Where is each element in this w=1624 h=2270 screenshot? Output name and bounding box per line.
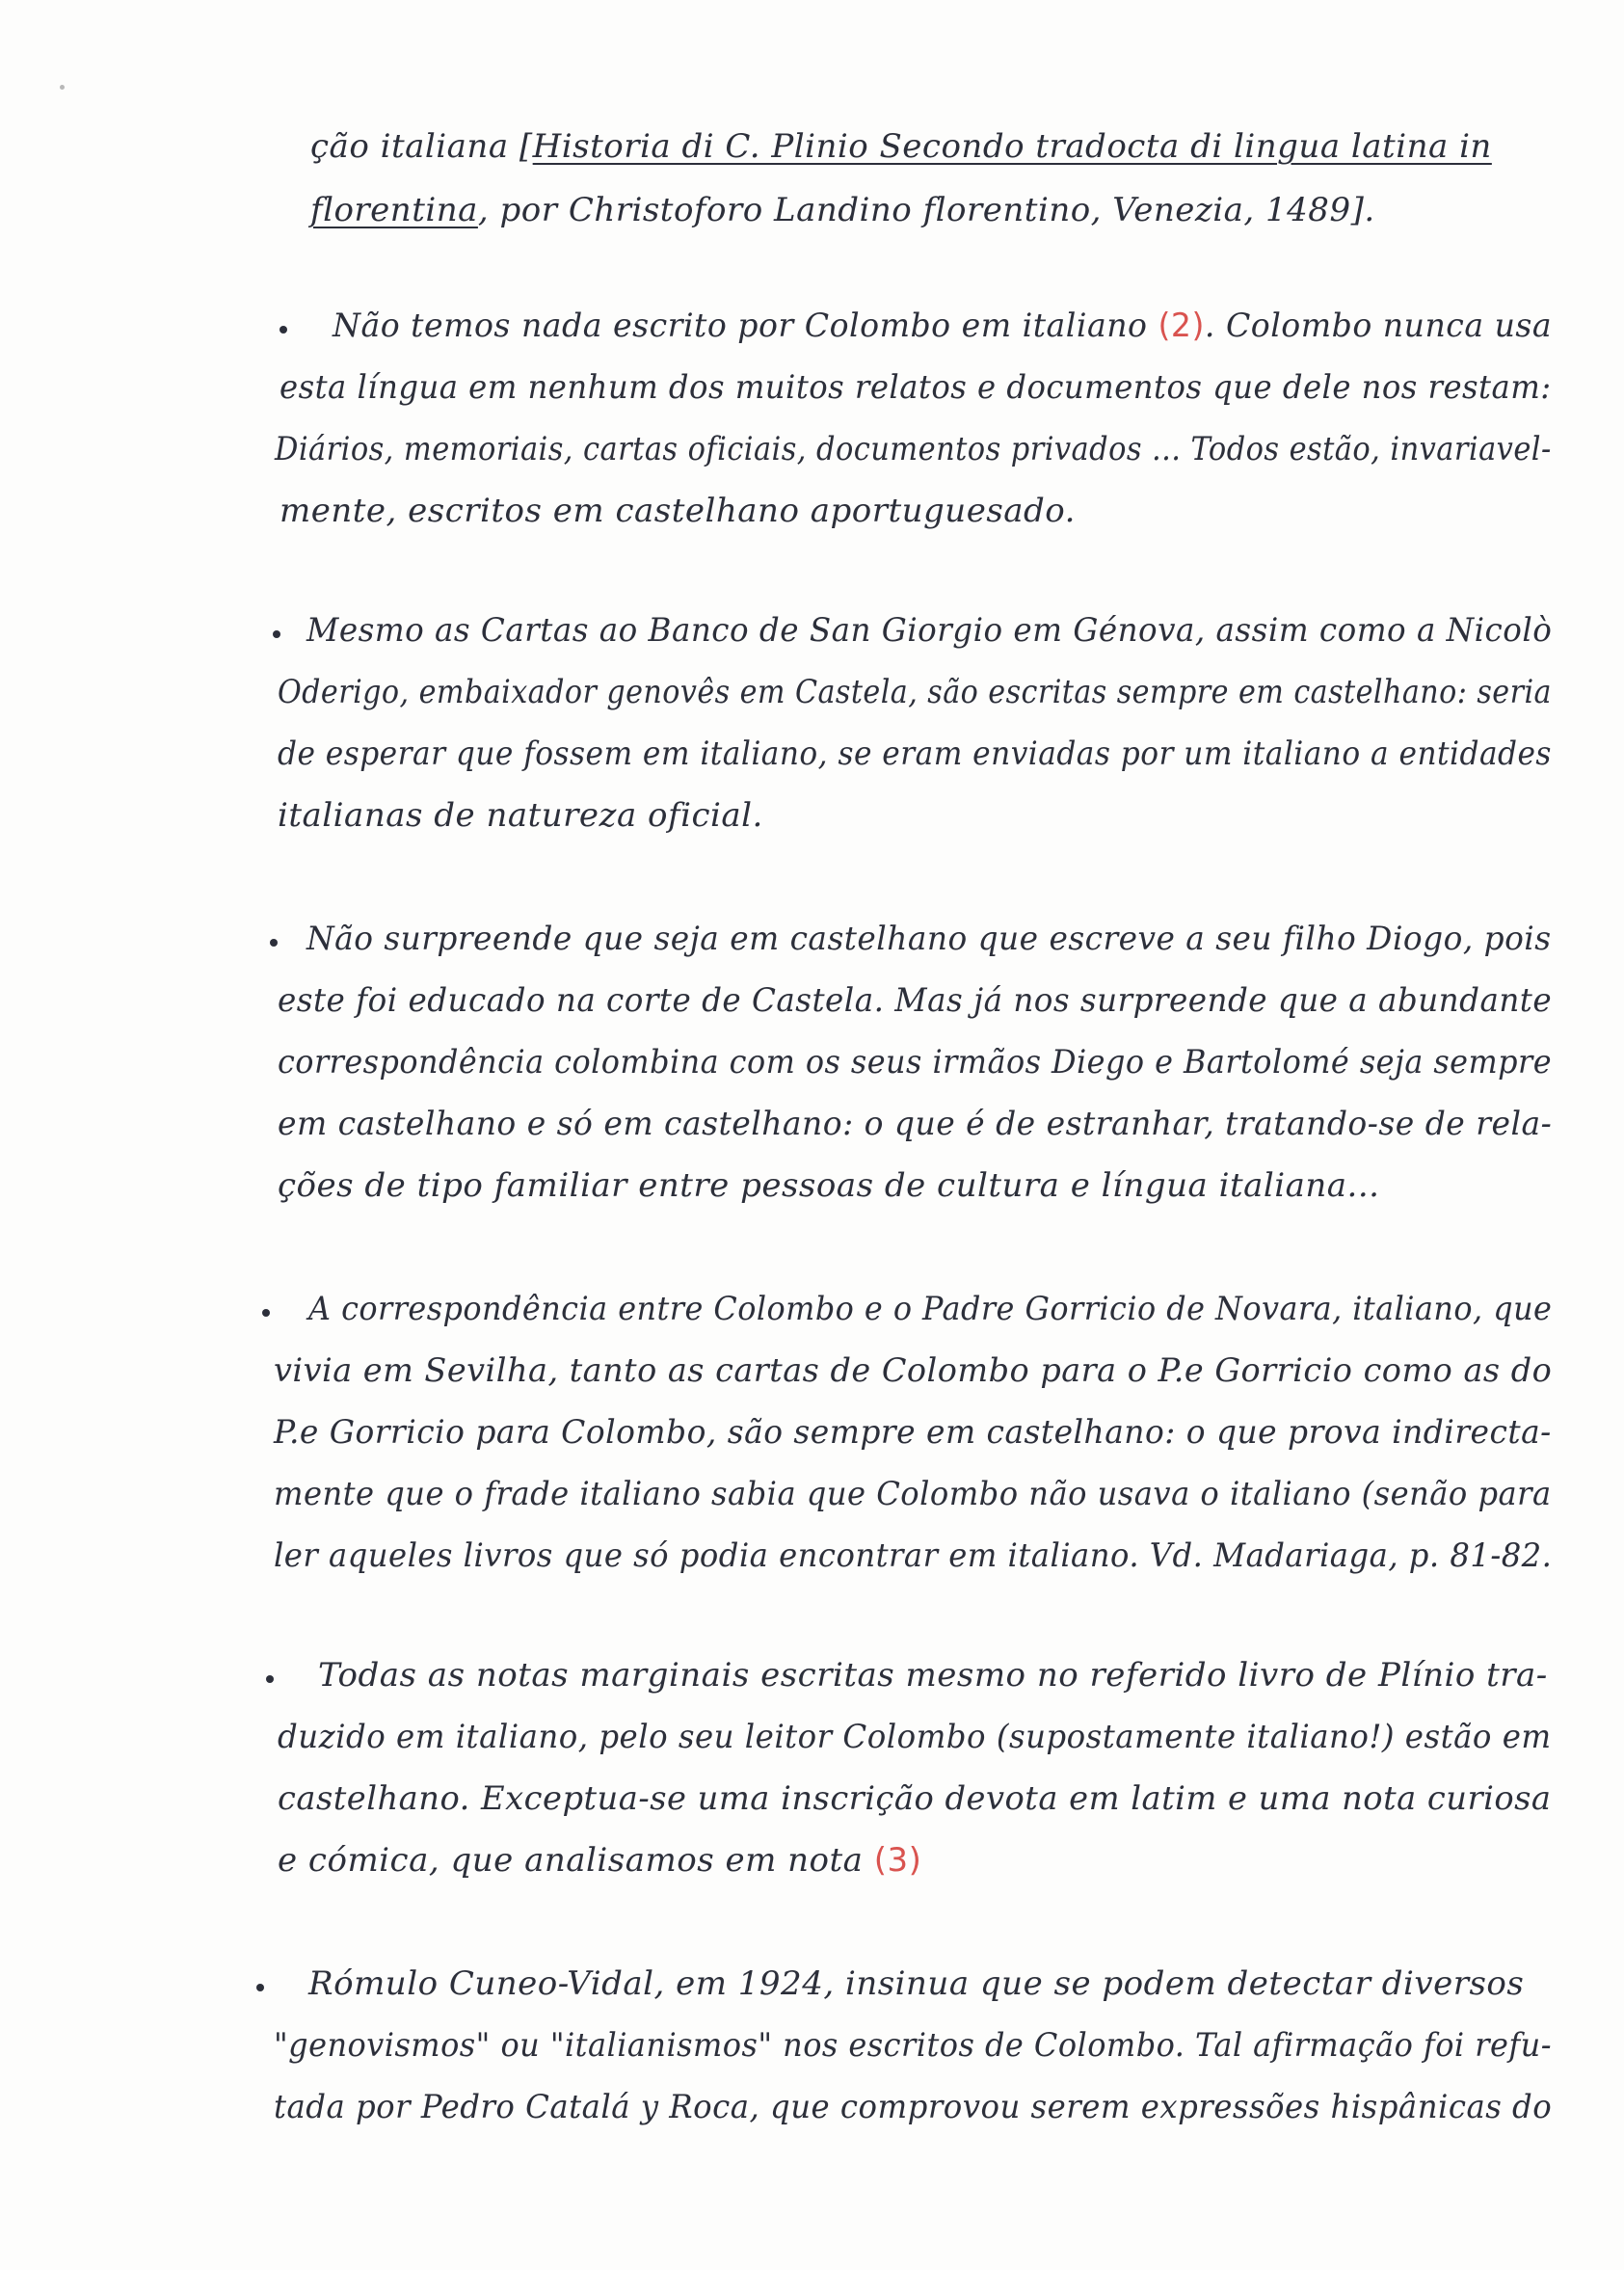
para-3-line-4: em castelhano e só em castelhano: o que é de estranhar, tratando-se de rela- bbox=[278, 1105, 1553, 1143]
bullet-point bbox=[280, 326, 287, 334]
bullet-point bbox=[273, 630, 280, 638]
para-4-line-5: ler aqueles livros que só podia encontrar em italiano. Vd. Madariaga, p. 81-82. bbox=[274, 1536, 1553, 1575]
para-2-line-2: Oderigo, embaixador genovês em Castela, são escritas sempre em castelhano: seria bbox=[278, 673, 1552, 711]
bullet-point bbox=[270, 939, 278, 947]
para-2-line-1: Mesmo as Cartas ao Banco de San Giorgio em Génova, assim como a Nicolò bbox=[306, 611, 1553, 650]
bullet-point bbox=[262, 1309, 270, 1317]
para-2-line-3: de esperar que fossem em italiano, se eram enviadas por um italiano a entidades bbox=[278, 734, 1552, 773]
para-1-line-3: Diários, memoriais, cartas oficiais, documentos privados ... Todos estão, invariavel- bbox=[275, 430, 1552, 468]
para-4-line-4: mente que o frade italiano sabia que Colombo não usava o italiano (senão para bbox=[274, 1475, 1552, 1513]
bullet-point bbox=[256, 1984, 264, 1991]
para-1-line-1: Não temos nada escrito por Colombo em italiano (2). Colombo nunca usa bbox=[333, 307, 1553, 345]
para-6-line-2: "genovismos" ou "italianismos" nos escritos de Colombo. Tal afirmação foi refu- bbox=[274, 2026, 1552, 2065]
para-3-line-1: Não surpreende que seja em castelhano que escreve a seu filho Diogo, pois bbox=[306, 920, 1552, 958]
para-4-line-1: A correspondência entre Colombo e o Padre Gorricio de Novara, italiano, que bbox=[308, 1290, 1553, 1328]
book-title-part-2: florentina bbox=[310, 191, 478, 229]
intro-prefix: ção italiana [ bbox=[310, 127, 533, 166]
intro-line-1 bbox=[310, 127, 1492, 166]
para-3-line-2: este foi educado na corte de Castela. Mas já nos surpreende que a abundante bbox=[278, 981, 1553, 1020]
para-5-line-4: e cómica, que analisamos em nota (3) bbox=[278, 1841, 922, 1880]
book-title-part-1: Historia di C. Plinio Secondo tradocta di lingua latina in bbox=[532, 127, 1492, 166]
bullet-point bbox=[266, 1675, 274, 1683]
para-5-line-2: duzido em italiano, pelo seu leitor Colombo (supostamente italiano!) estão em bbox=[278, 1718, 1552, 1756]
para-4-line-2: vivia em Sevilha, tanto as cartas de Colombo para o P.e Gorricio como as do bbox=[274, 1351, 1553, 1390]
para-1-line-2: esta língua em nenhum dos muitos relatos e documentos que dele nos restam: bbox=[280, 368, 1552, 407]
para-3-line-5: ções de tipo familiar entre pessoas de cultura e língua italiana... bbox=[278, 1166, 1380, 1205]
para-5-line-3: castelhano. Exceptua-se uma inscrição devota em latim e uma nota curiosa bbox=[278, 1779, 1552, 1818]
paper-speck bbox=[60, 85, 65, 90]
para-6-line-1: Rómulo Cuneo-Vidal, em 1924, insinua que se podem detectar diversos bbox=[308, 1964, 1525, 2003]
para-3-line-3: correspondência colombina com os seus irmãos Diego e Bartolomé seja sempre bbox=[278, 1043, 1553, 1082]
intro-line-2 bbox=[310, 191, 1375, 229]
intro-suffix: , por Christoforo Landino florentino, Venezia, 1489]. bbox=[477, 191, 1375, 229]
footnote-ref-2: (2) bbox=[1158, 307, 1205, 345]
para-6-line-3: tada por Pedro Catalá y Roca, que comprovou serem expressões hispânicas do bbox=[274, 2088, 1553, 2126]
footnote-ref-3: (3) bbox=[873, 1841, 922, 1880]
para-1-line-4: mente, escritos em castelhano aportuguesado. bbox=[280, 492, 1076, 530]
para-5-line-1: Todas as notas marginais escritas mesmo no referido livro de Plínio tra- bbox=[318, 1656, 1548, 1695]
para-4-line-3: P.e Gorricio para Colombo, são sempre em castelhano: o que prova indirecta- bbox=[274, 1413, 1552, 1452]
para-2-line-4: italianas de natureza oficial. bbox=[278, 796, 763, 835]
